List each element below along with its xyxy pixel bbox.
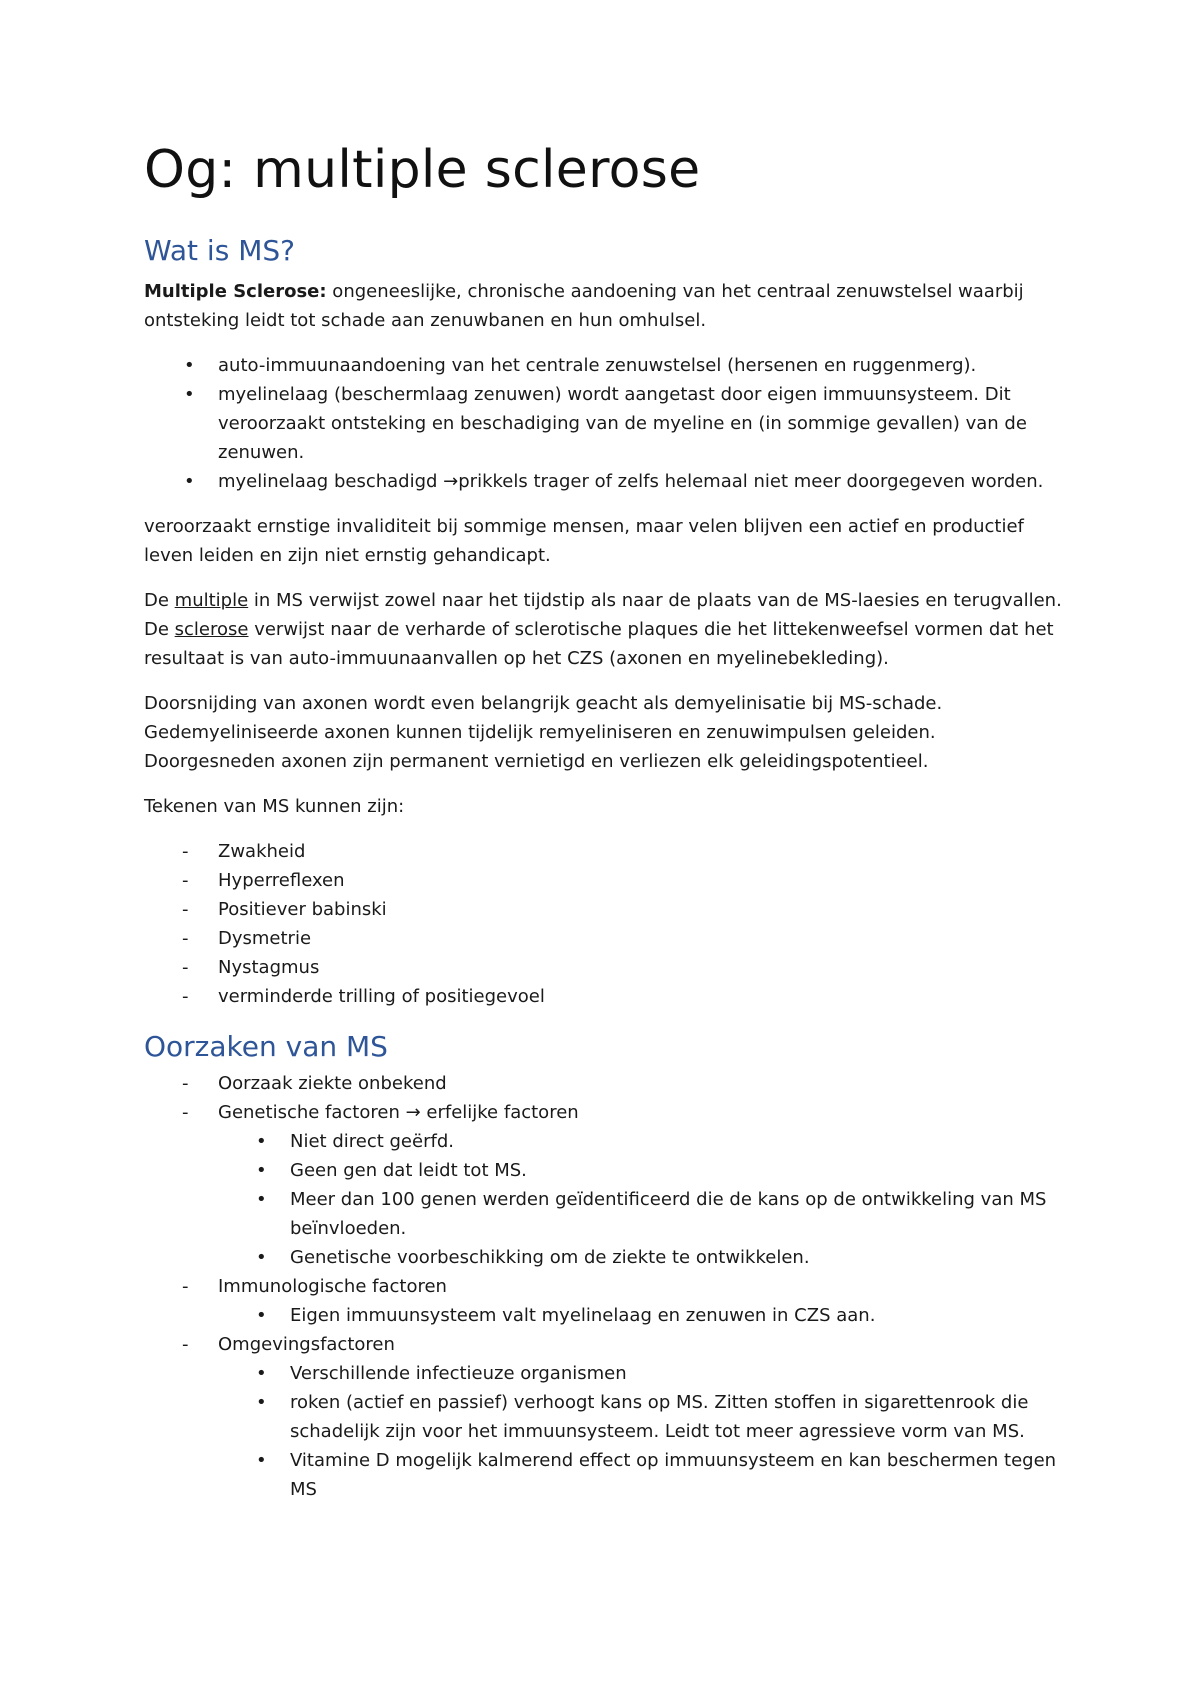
paragraph-axonen-line-3: Doorgesneden axonen zijn permanent vernietigd en verliezen elk geleidingspotentieel. <box>144 751 929 772</box>
dash-glyph: - <box>182 1276 189 1297</box>
list-item: auto-immuunaandoening van het centrale zenuwstelsel (hersenen en ruggenmerg). <box>218 355 977 376</box>
definition-line-2: ontsteking leidt tot schade aan zenuwbanen en hun omhulsel. <box>144 310 707 331</box>
sign-item: Dysmetrie <box>218 928 312 949</box>
list-item: myelinelaag (beschermlaag zenuwen) wordt aangetast door eigen immuunsysteem. Dit <box>218 384 1011 405</box>
sub-item: Vitamine D mogelijk kalmerend effect op immuunsysteem en kan beschermen tegen <box>290 1450 1057 1471</box>
paragraph-multiple-line <box>144 586 1064 615</box>
page-title: Og: multiple sclerose <box>144 140 701 200</box>
bullet-glyph: • <box>256 1450 267 1471</box>
dash-glyph: - <box>182 841 189 862</box>
paragraph-resultaat-line: resultaat is van auto-immuunaanvallen op het CZS (axonen en myelinebekleding). <box>144 648 889 669</box>
dash-glyph: - <box>182 986 189 1007</box>
sign-item: Nystagmus <box>218 957 320 978</box>
sub-item: Eigen immuunsysteem valt myelinelaag en zenuwen in CZS aan. <box>290 1305 876 1326</box>
cause-item: Genetische factoren → erfelijke factoren <box>218 1102 579 1123</box>
dash-glyph: - <box>182 1073 189 1094</box>
cause-item: Omgevingsfactoren <box>218 1334 395 1355</box>
bullet-glyph: • <box>256 1131 267 1152</box>
paragraph-axonen-line-2: Gedemyeliniseerde axonen kunnen tijdelijk remyeliniseren en zenuwimpulsen geleiden. <box>144 722 936 743</box>
dash-glyph: - <box>182 1102 189 1123</box>
heading-wat-is-ms: Wat is MS? <box>144 234 295 267</box>
sub-item-continuation: schadelijk zijn voor het immuunsysteem. Leidt tot meer agressieve vorm van MS. <box>290 1421 1025 1442</box>
heading-oorzaken-van-ms: Oorzaken van MS <box>144 1030 388 1063</box>
bullet-glyph: • <box>256 1189 267 1210</box>
text-fragment: De <box>144 590 175 611</box>
sign-item: verminderde trilling of positiegevoel <box>218 986 545 1007</box>
bullet-glyph: • <box>184 471 195 492</box>
sub-item-continuation: beïnvloeden. <box>290 1218 407 1239</box>
paragraph-sclerose-line <box>144 615 1064 644</box>
underlined-term-multiple: multiple <box>174 590 249 611</box>
cause-item: Oorzaak ziekte onbekend <box>218 1073 447 1094</box>
definition-term: Multiple Sclerose: <box>144 281 327 302</box>
paragraph-axonen-line-1: Doorsnijding van axonen wordt even belangrijk geacht als demyelinisatie bij MS-schade. <box>144 693 943 714</box>
sub-item-continuation: MS <box>290 1479 317 1500</box>
text-fragment: in MS verwijst zowel naar het tijdstip als naar de plaats van de MS-laesies en terugvallen. <box>248 590 1062 611</box>
bullet-glyph: • <box>184 355 195 376</box>
sign-item: Hyperreflexen <box>218 870 345 891</box>
sub-item: Geen gen dat leidt tot MS. <box>290 1160 527 1181</box>
dash-glyph: - <box>182 870 189 891</box>
sign-item: Zwakheid <box>218 841 306 862</box>
bullet-glyph: • <box>256 1247 267 1268</box>
bullet-glyph: • <box>256 1392 267 1413</box>
list-item: myelinelaag beschadigd →prikkels trager of zelfs helemaal niet meer doorgegeven worden. <box>218 471 1044 492</box>
dash-glyph: - <box>182 957 189 978</box>
text-fragment: De <box>144 619 175 640</box>
dash-glyph: - <box>182 899 189 920</box>
bullet-glyph: • <box>256 1363 267 1384</box>
bullet-glyph: • <box>256 1305 267 1326</box>
underlined-term-sclerose: sclerose <box>174 619 249 640</box>
paragraph-invaliditeit-line-1: veroorzaakt ernstige invaliditeit bij sommige mensen, maar velen blijven een actief en productief <box>144 516 1024 537</box>
list-item-continuation: veroorzaakt ontsteking en beschadiging van de myeline en (in sommige gevallen) van de <box>218 413 1027 434</box>
list-item-continuation: zenuwen. <box>218 442 305 463</box>
bullet-glyph: • <box>184 384 195 405</box>
sub-item: Niet direct geërfd. <box>290 1131 454 1152</box>
sub-item: Verschillende infectieuze organismen <box>290 1363 627 1384</box>
text-fragment: verwijst naar de verharde of sclerotische plaques die het littekenweefsel vormen dat het <box>248 619 1054 640</box>
cause-item: Immunologische factoren <box>218 1276 447 1297</box>
paragraph-invaliditeit-line-2: leven leiden en zijn niet ernstig gehandicapt. <box>144 545 551 566</box>
sub-item: Meer dan 100 genen werden geïdentificeerd die de kans op de ontwikkeling van MS <box>290 1189 1047 1210</box>
definition-text: ongeneeslijke, chronische aandoening van het centraal zenuwstelsel waarbij <box>326 281 1024 302</box>
dash-glyph: - <box>182 928 189 949</box>
dash-glyph: - <box>182 1334 189 1355</box>
definition-line-1 <box>144 277 1064 306</box>
sign-item: Positiever babinski <box>218 899 387 920</box>
sub-item: roken (actief en passief) verhoogt kans op MS. Zitten stoffen in sigarettenrook die <box>290 1392 1029 1413</box>
sub-item: Genetische voorbeschikking om de ziekte te ontwikkelen. <box>290 1247 810 1268</box>
bullet-glyph: • <box>256 1160 267 1181</box>
signs-intro: Tekenen van MS kunnen zijn: <box>144 796 405 817</box>
